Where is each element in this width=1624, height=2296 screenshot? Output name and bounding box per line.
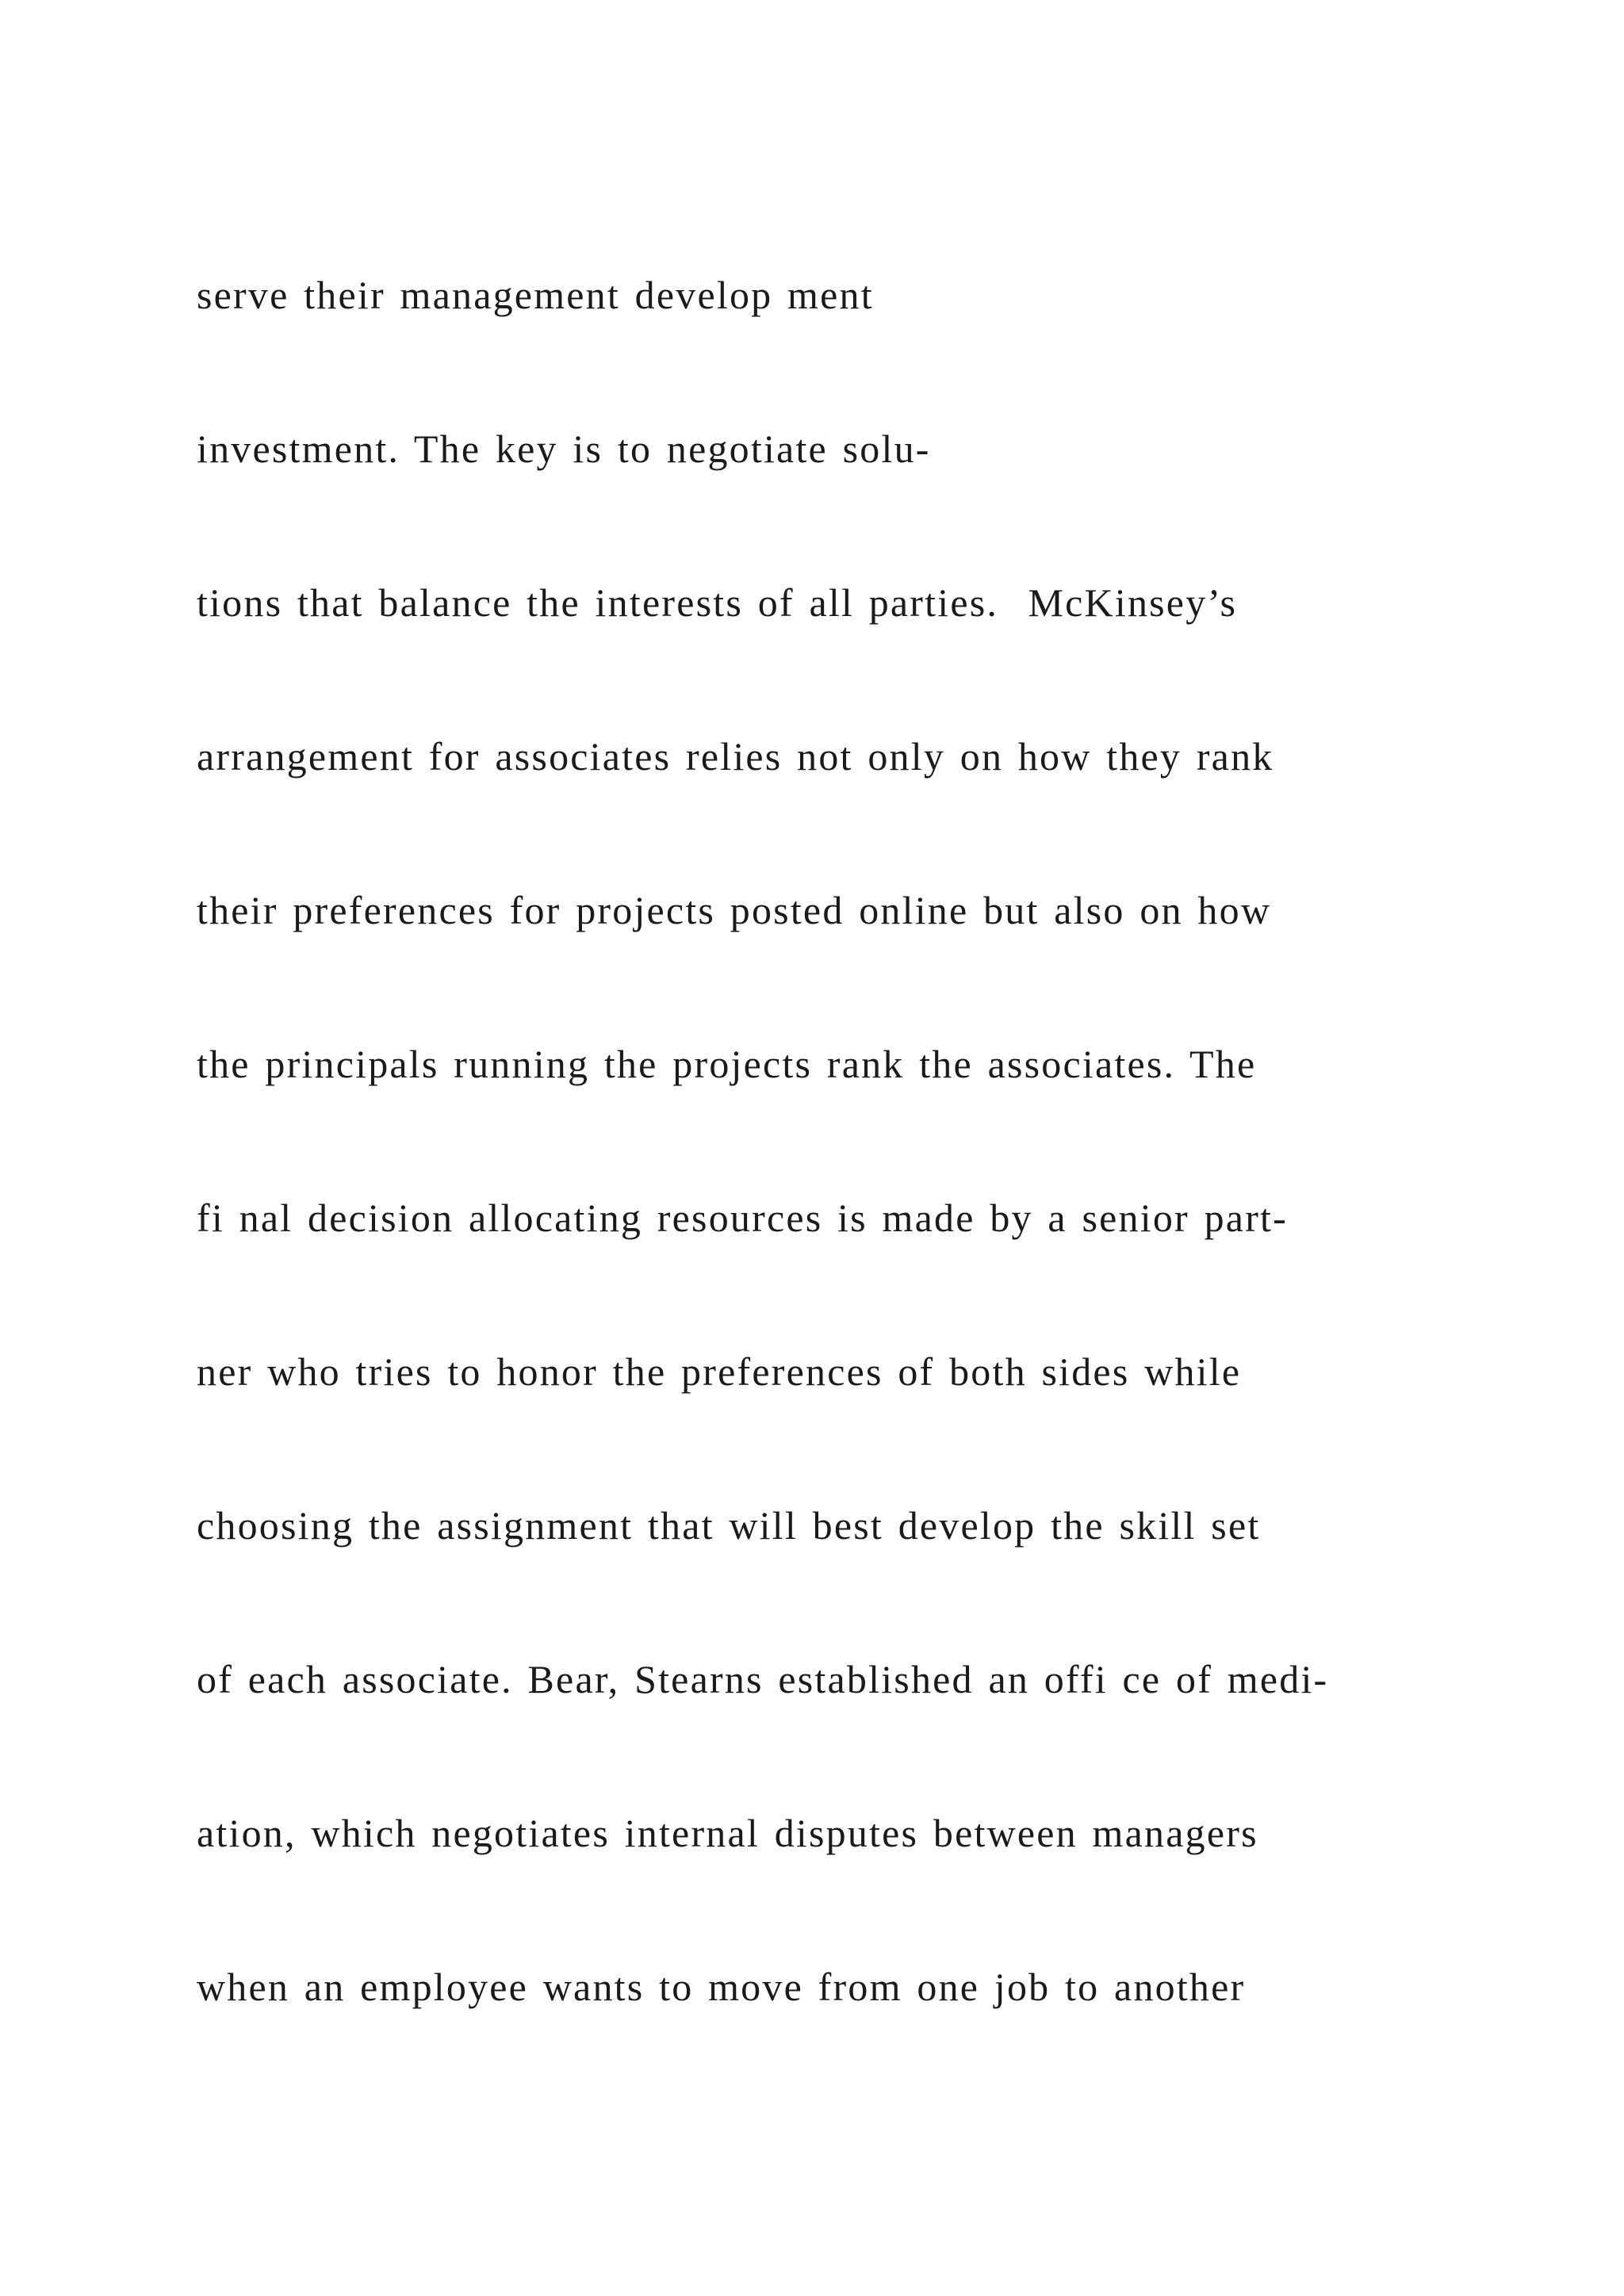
text-line: when an employee wants to move from one job to another bbox=[197, 1965, 1246, 2009]
text-line: tions that balance the interests of all parties. McKinsey’s bbox=[197, 580, 1238, 625]
text-line: their preferences for projects posted online but also on how bbox=[197, 888, 1272, 932]
text-line: investment. The key is to negotiate solu- bbox=[197, 427, 931, 471]
text-line: serve their management develop ment bbox=[197, 273, 874, 317]
text-line: fi nal decision allocating resources is made by a senior part- bbox=[197, 1196, 1288, 1240]
text-line: the principals running the projects rank the associates. The bbox=[197, 1042, 1257, 1086]
text-line: choosing the assignment that will best develop the skill set bbox=[197, 1503, 1261, 1548]
text-line: of each associate. Bear, Stearns established an offi ce of medi- bbox=[197, 1657, 1329, 1701]
text-line: arrangement for associates relies not only on how they rank bbox=[197, 734, 1274, 779]
body-text bbox=[197, 271, 1545, 2117]
text-line: ner who tries to honor the preferences of both sides while bbox=[197, 1349, 1242, 1394]
text-line: ation, which negotiates internal disputes between managers bbox=[197, 1811, 1258, 1855]
